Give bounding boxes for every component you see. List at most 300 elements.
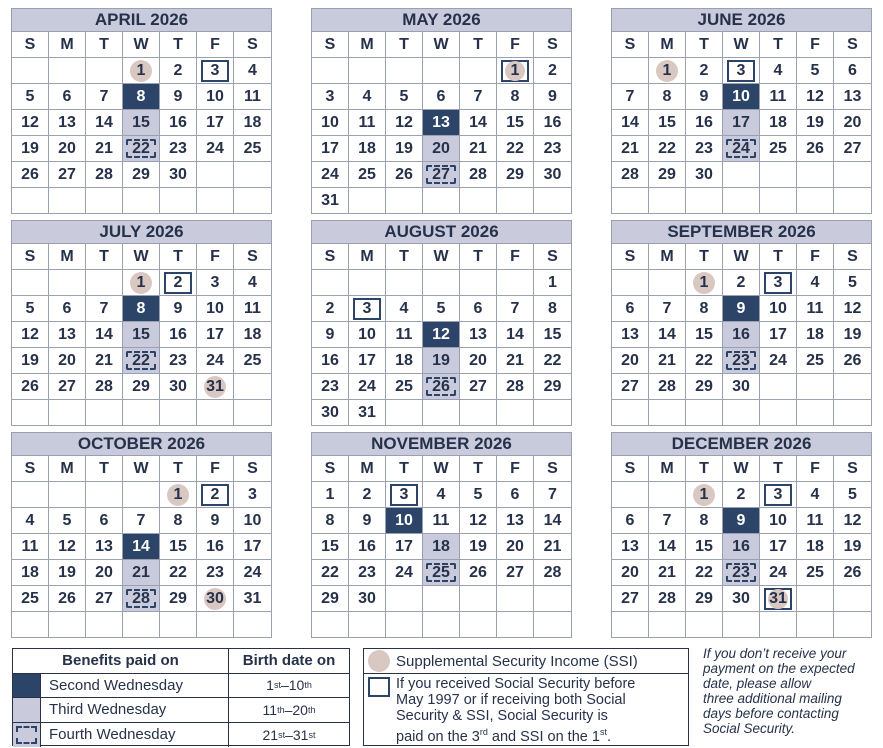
calendar-day: 27 (612, 374, 649, 400)
calendar-day: 8 (497, 84, 534, 110)
calendar-empty-cell (612, 188, 649, 214)
calendar-day: 5 (460, 482, 497, 508)
calendar-day: 16 (349, 534, 386, 560)
social-security-payment-marker: 3 (201, 60, 229, 82)
calendar-day: 20 (423, 136, 460, 162)
legend-header-birth: Birth date on (242, 652, 336, 670)
calendar-day: 20 (460, 348, 497, 374)
month-calendar (611, 8, 872, 214)
ssi-payment-marker: 1 (693, 484, 715, 506)
calendar-empty-cell (497, 400, 534, 426)
weekday-header: T (460, 32, 497, 58)
calendar-day: 10 (760, 508, 797, 534)
calendar-day: 21 (612, 136, 649, 162)
calendar-empty-cell (197, 612, 234, 638)
calendar-day: 25 (12, 586, 49, 612)
weekday-header: S (234, 244, 271, 270)
weekday-header: S (312, 244, 349, 270)
weekday-header: T (160, 244, 197, 270)
calendar-day: 17 (760, 534, 797, 560)
calendar-day: 2 (312, 296, 349, 322)
calendar-day: 21 (86, 136, 123, 162)
calendar-day: 29 (686, 586, 723, 612)
calendar-day: 16 (534, 110, 571, 136)
calendar-day: 13 (86, 534, 123, 560)
calendar-day (649, 58, 686, 84)
calendar-empty-cell (49, 400, 86, 426)
calendar-day: 7 (123, 508, 160, 534)
calendar-day: 18 (423, 534, 460, 560)
calendar-empty-cell (686, 188, 723, 214)
calendar-empty-cell (49, 188, 86, 214)
month-title: OCTOBER 2026 (12, 433, 271, 456)
calendar-day: 28 (86, 162, 123, 188)
calendar-day: 24 (197, 136, 234, 162)
calendar-day: 11 (349, 110, 386, 136)
calendar-empty-cell (349, 612, 386, 638)
calendar-day: 19 (423, 348, 460, 374)
calendar-empty-cell (612, 270, 649, 296)
calendar-day: 21 (497, 348, 534, 374)
calendar-day: 24 (723, 136, 760, 162)
weekday-header: F (797, 456, 834, 482)
calendar-day: 2 (723, 270, 760, 296)
calendar-empty-cell (12, 270, 49, 296)
calendar-day: 22 (497, 136, 534, 162)
month-calendar (611, 220, 872, 426)
calendar-day: 30 (160, 374, 197, 400)
calendar-day: 4 (349, 84, 386, 110)
calendar-day: 14 (649, 534, 686, 560)
calendar-day (197, 482, 234, 508)
calendar-day: 28 (460, 162, 497, 188)
calendar-day: 13 (612, 322, 649, 348)
calendar-empty-cell (649, 188, 686, 214)
calendar-day: 7 (649, 296, 686, 322)
calendar-day: 13 (460, 322, 497, 348)
calendar-day (386, 482, 423, 508)
weekday-header: M (49, 456, 86, 482)
calendar-day: 15 (312, 534, 349, 560)
calendar-day: 8 (123, 296, 160, 322)
calendar-day: 21 (460, 136, 497, 162)
calendar-day: 4 (423, 482, 460, 508)
calendar-day: 9 (723, 296, 760, 322)
weekday-header: S (612, 244, 649, 270)
calendar-day: 28 (649, 374, 686, 400)
calendar-empty-cell (423, 188, 460, 214)
calendar-day: 28 (123, 586, 160, 612)
calendar-day (123, 58, 160, 84)
month-calendar (311, 432, 572, 638)
calendar-day: 26 (12, 162, 49, 188)
calendar-day: 6 (612, 508, 649, 534)
calendar-day: 27 (834, 136, 871, 162)
month-title: NOVEMBER 2026 (312, 433, 571, 456)
weekday-header: W (723, 456, 760, 482)
calendar-day: 18 (797, 322, 834, 348)
ssi-payment-marker: 1 (130, 272, 152, 294)
calendar-empty-cell (423, 400, 460, 426)
calendar-day: 6 (86, 508, 123, 534)
weekday-header: M (349, 244, 386, 270)
legend-label-second: Second Wednesday (49, 676, 183, 694)
calendar-day: 9 (534, 84, 571, 110)
calendar-day: 17 (312, 136, 349, 162)
weekday-header: T (86, 32, 123, 58)
calendar-day: 8 (123, 84, 160, 110)
calendar-day: 6 (497, 482, 534, 508)
calendar-empty-cell (834, 400, 871, 426)
calendar-empty-cell (386, 400, 423, 426)
calendar-day (160, 270, 197, 296)
payment-legend-table (12, 648, 350, 746)
calendar-day: 20 (612, 348, 649, 374)
calendar-day (686, 482, 723, 508)
calendar-empty-cell (386, 188, 423, 214)
weekday-header: M (349, 456, 386, 482)
calendar-empty-cell (723, 612, 760, 638)
weekday-header: T (160, 32, 197, 58)
calendar-empty-cell (123, 188, 160, 214)
calendar-empty-cell (386, 586, 423, 612)
calendar-day: 15 (123, 322, 160, 348)
weekday-header: M (649, 456, 686, 482)
calendar-day: 5 (797, 58, 834, 84)
calendar-day: 13 (834, 84, 871, 110)
calendar-day: 27 (612, 586, 649, 612)
calendar-day: 27 (49, 162, 86, 188)
calendar-day: 9 (723, 508, 760, 534)
calendar-day: 2 (686, 58, 723, 84)
month-title: JULY 2026 (12, 221, 271, 244)
calendar-day: 11 (760, 84, 797, 110)
weekday-header: F (197, 244, 234, 270)
calendar-empty-cell (234, 612, 271, 638)
calendar-day: 7 (86, 84, 123, 110)
calendar-day: 25 (234, 136, 271, 162)
calendar-day: 19 (12, 136, 49, 162)
calendar-day: 10 (234, 508, 271, 534)
calendar-day: 12 (797, 84, 834, 110)
month-calendar (311, 220, 572, 426)
symbol-legend (363, 648, 689, 746)
month-title: JUNE 2026 (612, 9, 871, 32)
calendar-empty-cell (834, 188, 871, 214)
weekday-header: T (760, 32, 797, 58)
calendar-day: 12 (12, 322, 49, 348)
ssi-payment-marker: 1 (656, 60, 678, 82)
calendar-day (197, 374, 234, 400)
calendar-day: 15 (497, 110, 534, 136)
calendar-empty-cell (497, 586, 534, 612)
calendar-day: 26 (460, 560, 497, 586)
month-calendar (11, 220, 272, 426)
calendar-day: 14 (497, 322, 534, 348)
calendar-empty-cell (386, 270, 423, 296)
calendar-empty-cell (123, 612, 160, 638)
calendar-day: 25 (386, 374, 423, 400)
calendar-day: 27 (86, 586, 123, 612)
calendar-empty-cell (497, 612, 534, 638)
social-security-box-icon (368, 677, 390, 697)
calendar-day: 27 (497, 560, 534, 586)
weekday-header: F (797, 32, 834, 58)
calendar-day: 7 (649, 508, 686, 534)
calendar-day: 30 (349, 586, 386, 612)
calendar-day: 31 (234, 586, 271, 612)
calendar-day: 21 (649, 348, 686, 374)
ssi-payment-marker: 1 (167, 484, 189, 506)
calendar-day: 29 (686, 374, 723, 400)
calendar-day: 26 (423, 374, 460, 400)
weekday-header: W (123, 244, 160, 270)
calendar-day (497, 58, 534, 84)
calendar-day: 19 (386, 136, 423, 162)
calendar-day: 28 (534, 560, 571, 586)
calendar-empty-cell (460, 612, 497, 638)
calendar-day: 20 (834, 110, 871, 136)
calendar-day: 22 (160, 560, 197, 586)
calendar-empty-cell (86, 58, 123, 84)
calendar-day: 7 (86, 296, 123, 322)
legend-range-second: 1 st – 10 th (266, 677, 312, 694)
calendar-day: 19 (834, 534, 871, 560)
calendar-day: 12 (834, 508, 871, 534)
calendar-empty-cell (760, 162, 797, 188)
calendar-day: 18 (760, 110, 797, 136)
weekday-header: S (534, 32, 571, 58)
legend-range-fourth: 21 st – 31 st (262, 726, 316, 743)
calendar-empty-cell (49, 612, 86, 638)
calendar-empty-cell (534, 586, 571, 612)
calendar-day: 30 (160, 162, 197, 188)
calendar-day: 18 (349, 136, 386, 162)
weekday-header: S (834, 456, 871, 482)
legend-label-third: Third Wednesday (49, 701, 167, 719)
calendar-day: 13 (49, 110, 86, 136)
calendar-day: 29 (649, 162, 686, 188)
calendar-day: 12 (460, 508, 497, 534)
weekday-header: F (497, 32, 534, 58)
calendar-empty-cell (234, 162, 271, 188)
weekday-header: S (12, 244, 49, 270)
fourth-wednesday-swatch (13, 723, 41, 748)
calendar-empty-cell (423, 58, 460, 84)
weekday-header: T (386, 32, 423, 58)
calendar-day: 20 (86, 560, 123, 586)
calendar-day: 17 (760, 322, 797, 348)
calendar-day: 10 (197, 84, 234, 110)
calendar-day: 6 (423, 84, 460, 110)
calendar-day (123, 270, 160, 296)
weekday-header: W (723, 244, 760, 270)
weekday-header: S (834, 244, 871, 270)
calendar-day: 25 (797, 560, 834, 586)
calendar-day: 31 (349, 400, 386, 426)
calendar-day: 29 (160, 586, 197, 612)
calendar-day: 22 (312, 560, 349, 586)
calendar-empty-cell (760, 188, 797, 214)
calendar-day (760, 586, 797, 612)
month-title: SEPTEMBER 2026 (612, 221, 871, 244)
calendar-day: 8 (686, 296, 723, 322)
calendar-day: 10 (723, 84, 760, 110)
calendar-day: 24 (197, 348, 234, 374)
calendar-empty-cell (649, 612, 686, 638)
calendar-empty-cell (197, 400, 234, 426)
calendar-empty-cell (312, 270, 349, 296)
delay-note: If you don’t receive your payment on the expected date, please allow three additional mailing days before contacting Social Security. (703, 646, 855, 736)
calendar-day: 11 (12, 534, 49, 560)
calendar-day: 19 (12, 348, 49, 374)
calendar-day: 24 (760, 348, 797, 374)
weekday-header: S (612, 32, 649, 58)
calendar-day: 21 (123, 560, 160, 586)
calendar-day: 22 (123, 348, 160, 374)
calendar-day: 23 (312, 374, 349, 400)
calendar-day: 29 (497, 162, 534, 188)
calendar-day: 5 (49, 508, 86, 534)
calendar-day: 28 (649, 586, 686, 612)
calendar-day: 26 (834, 348, 871, 374)
calendar-day: 14 (612, 110, 649, 136)
calendar-empty-cell (386, 612, 423, 638)
weekday-header: S (12, 456, 49, 482)
weekday-header: T (686, 244, 723, 270)
weekday-header: T (686, 456, 723, 482)
social-security-payment-marker: 2 (201, 484, 229, 506)
calendar-day: 30 (686, 162, 723, 188)
calendar-day: 28 (497, 374, 534, 400)
calendar-empty-cell (834, 374, 871, 400)
calendar-day: 10 (197, 296, 234, 322)
calendar-day: 19 (797, 110, 834, 136)
weekday-header: W (123, 32, 160, 58)
calendar-empty-cell (760, 612, 797, 638)
calendar-day: 8 (649, 84, 686, 110)
calendar-day: 2 (160, 58, 197, 84)
calendar-day: 27 (423, 162, 460, 188)
calendar-empty-cell (723, 162, 760, 188)
social-security-payment-marker: 3 (764, 484, 792, 506)
calendar-day: 24 (760, 560, 797, 586)
calendar-empty-cell (612, 612, 649, 638)
calendar-day: 15 (649, 110, 686, 136)
calendar-empty-cell (234, 374, 271, 400)
calendar-day: 10 (760, 296, 797, 322)
weekday-header: M (49, 32, 86, 58)
calendar-day: 27 (460, 374, 497, 400)
calendar-day: 4 (386, 296, 423, 322)
weekday-header: W (123, 456, 160, 482)
calendar-empty-cell (86, 400, 123, 426)
calendar-day (760, 270, 797, 296)
calendar-empty-cell (197, 162, 234, 188)
calendar-day: 10 (386, 508, 423, 534)
calendar-day: 15 (123, 110, 160, 136)
calendar-empty-cell (123, 400, 160, 426)
social-security-payment-marker: 3 (390, 484, 418, 506)
calendar-empty-cell (797, 374, 834, 400)
weekday-header: S (534, 244, 571, 270)
weekday-header: S (834, 32, 871, 58)
social-security-payment-marker: 2 (164, 272, 192, 294)
calendar-day: 25 (234, 348, 271, 374)
social-security-payment-marker: 3 (353, 298, 381, 320)
calendar-day: 15 (686, 322, 723, 348)
weekday-header: W (423, 456, 460, 482)
social-security-payment-marker (764, 588, 792, 610)
calendar-day: 11 (423, 508, 460, 534)
calendar-empty-cell (497, 188, 534, 214)
calendar-day (760, 482, 797, 508)
calendar-day: 9 (349, 508, 386, 534)
calendar-day: 23 (160, 136, 197, 162)
calendar-day: 28 (86, 374, 123, 400)
calendar-day: 13 (612, 534, 649, 560)
calendar-day: 14 (123, 534, 160, 560)
weekday-header: T (386, 456, 423, 482)
calendar-day: 30 (312, 400, 349, 426)
calendar-day: 26 (49, 586, 86, 612)
calendar-empty-cell (349, 58, 386, 84)
calendar-empty-cell (349, 270, 386, 296)
calendar-empty-cell (12, 188, 49, 214)
weekday-header: M (349, 32, 386, 58)
calendar-day: 26 (386, 162, 423, 188)
calendar-day: 19 (49, 560, 86, 586)
weekday-header: W (423, 32, 460, 58)
calendar-day: 9 (312, 322, 349, 348)
calendar-day (197, 586, 234, 612)
calendar-day: 16 (312, 348, 349, 374)
weekday-header: T (386, 244, 423, 270)
calendar-day: 11 (386, 322, 423, 348)
calendar-day: 9 (686, 84, 723, 110)
weekday-header: S (312, 456, 349, 482)
ssi-payment-marker: 1 (505, 61, 525, 81)
month-calendar (11, 432, 272, 638)
calendar-empty-cell (497, 270, 534, 296)
weekday-header: T (760, 456, 797, 482)
month-title: DECEMBER 2026 (612, 433, 871, 456)
calendar-day: 6 (460, 296, 497, 322)
calendar-day: 13 (49, 322, 86, 348)
calendar-empty-cell (312, 58, 349, 84)
calendar-day: 22 (649, 136, 686, 162)
calendar-empty-cell (12, 482, 49, 508)
calendar-empty-cell (386, 58, 423, 84)
calendar-empty-cell (160, 612, 197, 638)
calendar-empty-cell (612, 58, 649, 84)
calendar-day: 14 (534, 508, 571, 534)
calendar-day: 16 (160, 110, 197, 136)
calendar-day: 14 (86, 110, 123, 136)
calendar-day: 22 (686, 348, 723, 374)
calendar-day: 30 (723, 374, 760, 400)
calendar-empty-cell (234, 400, 271, 426)
social-security-payment-marker: 3 (764, 272, 792, 294)
calendar-empty-cell (460, 188, 497, 214)
weekday-header: S (234, 456, 271, 482)
calendar-day: 18 (386, 348, 423, 374)
calendar-day: 9 (160, 296, 197, 322)
calendar-empty-cell (760, 400, 797, 426)
calendar-day: 19 (460, 534, 497, 560)
calendar-day: 5 (423, 296, 460, 322)
calendar-day: 5 (12, 296, 49, 322)
